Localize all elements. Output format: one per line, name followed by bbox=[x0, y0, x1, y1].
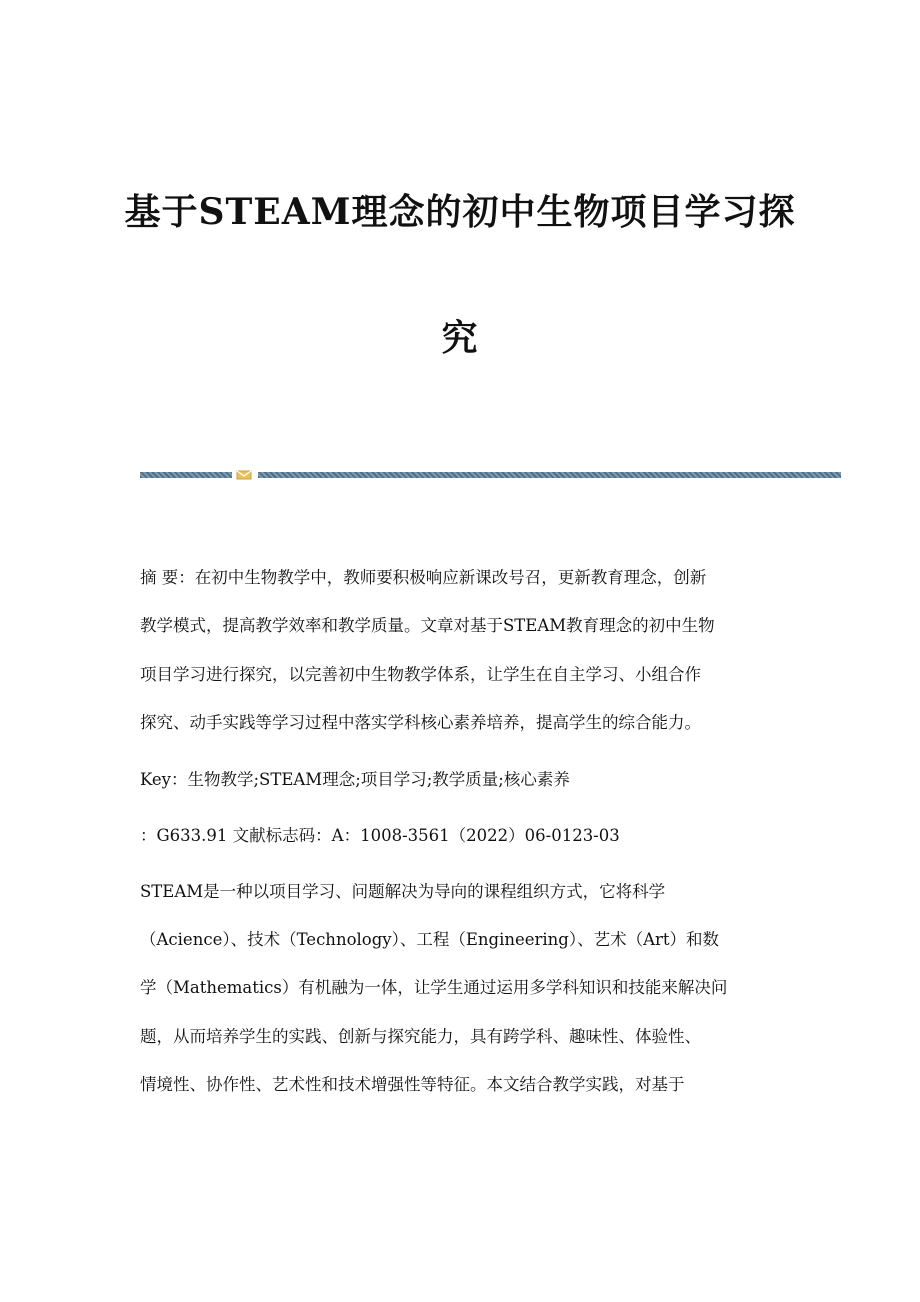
body-line: 题，从而培养学生的实践、创新与探究能力，具有跨学科、趣味性、体验性、 bbox=[140, 1027, 701, 1046]
classification-line: ：G633.91 文献标志码：A：1008-3561（2022）06-0123-03 bbox=[140, 826, 620, 845]
title-divider bbox=[140, 470, 841, 480]
document-title-line-1: 基于STEAM理念的初中生物项目学习探 bbox=[124, 191, 796, 233]
keywords-line: Key：生物教学;STEAM理念;项目学习;教学质量;核心素养 bbox=[140, 770, 570, 789]
body-line: STEAM是一种以项目学习、问题解决为导向的课程组织方式，它将科学 bbox=[140, 882, 666, 901]
abstract-line: 探究、动手实践等学习过程中落实学科核心素养培养，提高学生的综合能力。 bbox=[140, 713, 701, 732]
document-title-line-2: 究 bbox=[441, 317, 479, 359]
abstract-line: 项目学习进行探究，以完善初中生物教学体系，让学生在自主学习、小组合作 bbox=[140, 665, 701, 684]
body-line: （Acience）、技术（Technology）、工程（Engineering）、艺术（Art）和数 bbox=[140, 930, 720, 949]
abstract-line: 教学模式，提高教学效率和教学质量。文章对基于STEAM教育理念的初中生物 bbox=[140, 616, 715, 635]
divider-ornament-icon bbox=[236, 470, 252, 480]
divider-bar-left bbox=[140, 472, 232, 478]
body-line: 情境性、协作性、艺术性和技术增强性等特征。本文结合教学实践，对基于 bbox=[140, 1075, 685, 1094]
body-line: 学（Mathematics）有机融为一体，让学生通过运用多学科知识和技能来解决问 bbox=[140, 978, 728, 997]
abstract-line: 摘 要：在初中生物教学中，教师要积极响应新课改号召，更新教育理念，创新 bbox=[140, 568, 707, 587]
divider-bar-right bbox=[258, 472, 841, 478]
